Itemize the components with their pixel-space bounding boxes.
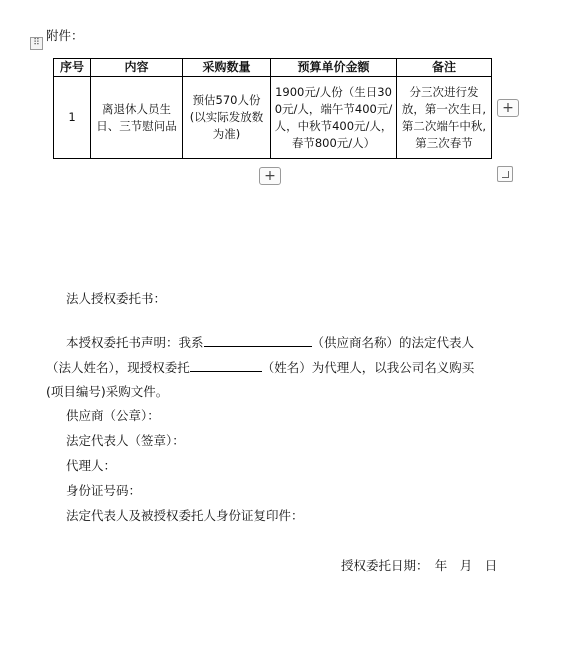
header-remarks: 备注 [397, 59, 492, 77]
id-number-label: 身份证号码： [66, 483, 142, 498]
header-index: 序号 [54, 59, 91, 77]
attachment-label: 附件： [46, 28, 84, 43]
id-copies-label: 法定代表人及被授权委托人身份证复印件： [66, 508, 304, 523]
table-row [54, 77, 492, 159]
plus-icon: + [264, 168, 276, 184]
cell-quantity[interactable]: 预估570人份(以实际发放数为准) [183, 77, 271, 159]
letter-line-2: （法人姓名），现授权委托 （姓名）为代理人，以我公司名义购买 [46, 360, 475, 375]
letter-line-3: (项目编号)采购文件。 [46, 384, 169, 399]
legal-rep-label: 法定代表人（签章）： [66, 433, 185, 448]
letter-title: 法人授权委托书： [66, 291, 167, 306]
supplier-name-blank[interactable] [204, 334, 312, 347]
add-row-button[interactable] [259, 167, 281, 185]
table-move-handle-icon[interactable]: ⠿ [30, 37, 43, 50]
add-column-button[interactable] [497, 99, 519, 117]
cell-remarks[interactable]: 分三次进行发放，第一次生日,第二次端午中秋,第三次春节 [397, 77, 492, 159]
table-header-row [54, 59, 492, 77]
cell-index[interactable]: 1 [54, 77, 91, 159]
supplier-seal-label: 供应商（公章）： [66, 408, 160, 423]
cell-unit-price[interactable]: 1900元/人份（生日300元/人，端午节400元/人，中秋节400元/人，春节800元/人） [271, 77, 397, 159]
header-unit-price: 预算单价金额 [271, 59, 397, 77]
letter-line-1: 本授权委托书声明：我系 （供应商名称）的法定代表人 [66, 335, 475, 350]
plus-icon: + [502, 100, 514, 116]
header-content: 内容 [91, 59, 183, 77]
table-resize-icon[interactable] [497, 166, 513, 182]
procurement-table [53, 58, 492, 159]
cell-content[interactable]: 离退休人员生日、三节慰问品 [91, 77, 183, 159]
authorization-date: 授权委托日期： 年 月 日 [341, 558, 498, 573]
header-quantity: 采购数量 [183, 59, 271, 77]
agent-label: 代理人： [66, 458, 117, 473]
agent-name-blank[interactable] [190, 359, 262, 372]
